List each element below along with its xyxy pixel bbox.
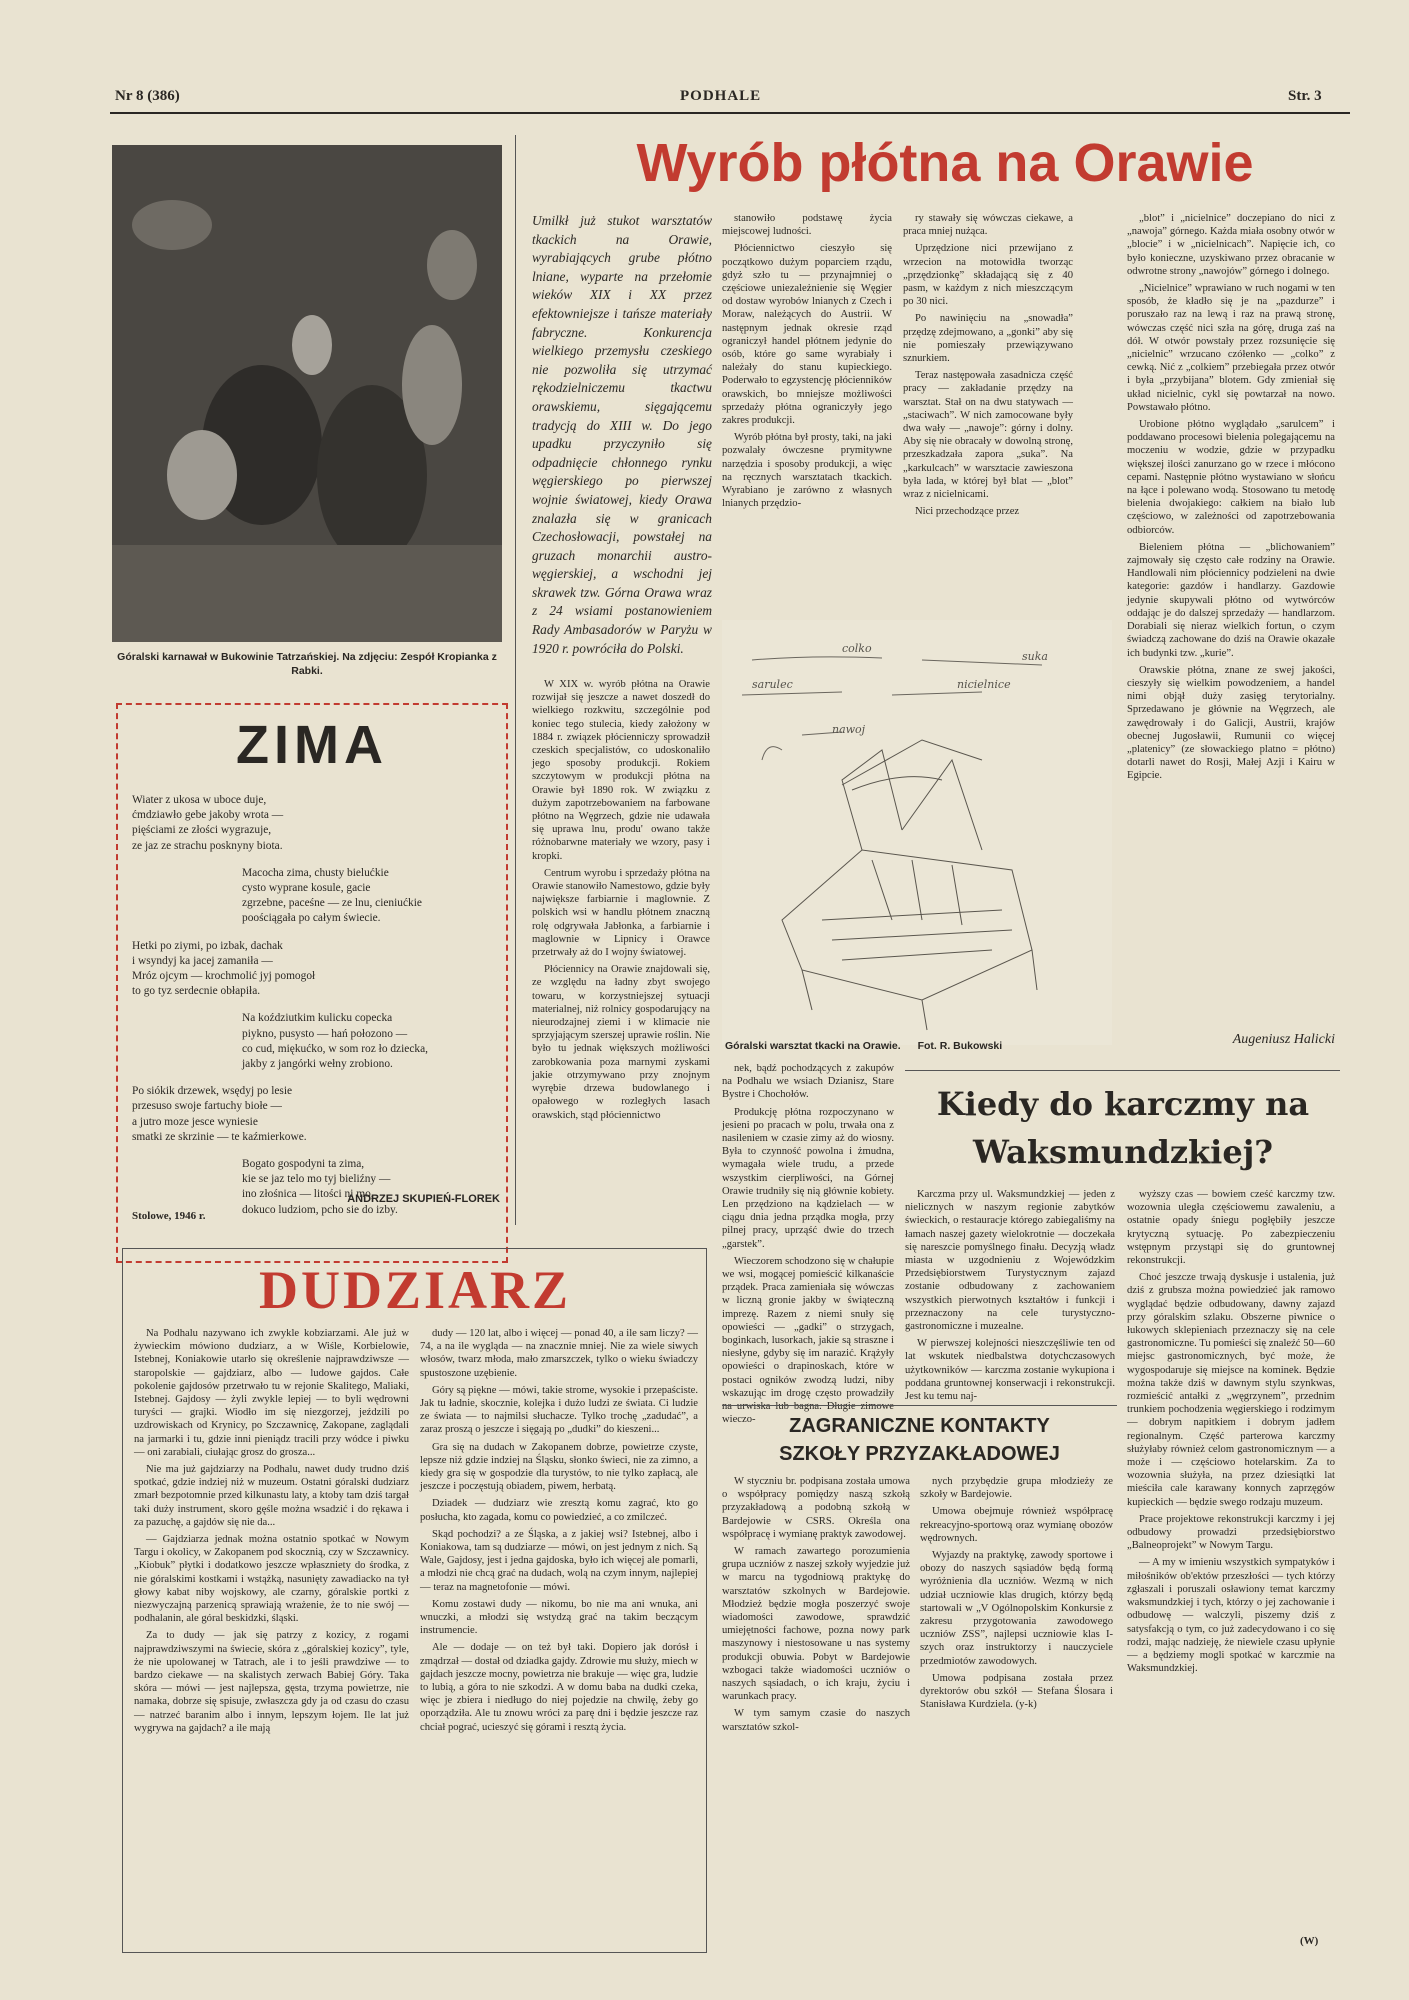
- poem-stanza: [132, 793, 502, 854]
- poem-line: Macocha zima, chusty bielućkie: [242, 866, 389, 879]
- dudziarz-title: DUDZIARZ: [258, 1260, 572, 1320]
- sketch-caption: Góralski warsztat tkacki na Orawie. Fot. R. Bukowski: [725, 1040, 1003, 1052]
- karczma-col-2: wyższy czas — bowiem cześć karczmy tzw. wozownia uległa częściowemu zawaleniu, a ostatnie opady śniegu pogłębiły jeszcze krytyczną sytuację. Po zabezpieczeniu wstępnym przystąpi się do gruntownej rekonstrukcji. Choć jeszcze trwają dyskusje i ustalenia, już dziś z grubsza można powiedzieć jak ramowo wyglądać będzie odbudowany, dawny zajazd przy góralskim szlaku. Obszerne piwnice o łukowych sklepieniach przeznaczy się na cele gastronomiczne. Tu pomieści się znaleźć 50—60 miejsc gastronomicznych, być może, że wygospodaruje się miejsce na kominek. Będzie można także dziś w dawnym stylu szynkwas, rozmieścić antałki z „węgrzynem”, przednim trunkiem pochodzenia węgierskiego i rodzimym — dobrym napitkiem i dobrym jadłem regionalnym. Część parterowa karczmy służyłaby również celom gastronomicznym — a może i — częściowo hotelarskim. Za to wozownia służyła, na przez dziesiątki lat mieściła cale karawany konnych zaprzęgów kupieckich — będzie swego rodzaju muzeum. Prace projektowe rekonstrukcji karczmy i jej odbudowy prowadzi przedsiębiorstwo „Balneoprojekt” w Nowym Targu. — A my w imieniu wszystkich sympatyków i miłośników ob'ektów przeszłości — tych którzy zgłaszali i poruszali osławiony temat karczmy waksmundzkiej i tych, którzy o jej zachowanie i odbudowę — walczyli, piszemy dziś z satysfakcją o tym, co już zadecydowano i co się rodzi, mając nadzieję, że niewiele czasu upłynie — a będziemy mogli spotkać w karczmie na Waksmundzkiej.: [1127, 1189, 1335, 1675]
- page-number: Str. 3: [1288, 88, 1322, 104]
- poem-line: pięściami ze złości wygrazuje,: [132, 824, 272, 837]
- article-col-3: ry stawały się wówczas ciekawe, a praca mniej nużąca. Uprzędzione nici przewijano z wrzecion na motowidła tworząc „przędzionkę” składającą się z 40 pasm, w każdym z nich mieszczącym po 30 nici. Po nawinięciu na „snowadła” przędzę zdejmowano, a „gonki” aby się nie pomieszały przewiązywano sznurkiem. Teraz następowała zasadnicza część pracy — zakładanie przędzy na warsztat. Stał on na dwu statywach — „staciwach”. W nich zamocowane były dwa wały — „nawoje”: górny i dolny. Aby się nie obracały w dowolną stronę, przeszkadzała zapora „suka”. Na „karkulcach” w warsztacie zawieszona była lada, w której był blat — „blot” wraz z nicielnicami. Nici przechodzące przez: [903, 213, 1073, 518]
- article-continuation: nek, bądź pochodzących z zakupów na Podhalu we wsiach Dzianisz, Stare Bystre i Chochołów. Produkcję płótna rozpoczynano w jesieni po pracach w polu, trwała ona z nasileniem w czasie zimy aż do wiosny. Była to czynność powolna i żmudna, wymagała wiele trudu, a przede wszystkim cierpliwości, na Górnej Orawie trudniły się nią głównie kobiety. Len przędziono na kądzielach — w ciągu dnia jedna prządka mogła, przy pilnej pracy, uprząść dwie do trzech „garstek”. Wieczorem schodzono się w chałupie we wsi, mogącej pomieścić kilkanaście prządek. Praca zamieniała się wówczas w liczną gronie jakby w świąteczną imprezę. Razem z niemi snuły się opowieści — „gadki” o strzygach, boginkach, lusorkach, jakie są straszne i niesłyne, gdyby się im narazić. Krążyły opowieści o drapinoskach, które w postaci ogników zwodzą ludzi, niby wskazując im drogę często prowadziły na urwiska lub bagna. Długie zimowe wieczo-: [722, 1063, 894, 1426]
- poem-line: dokuco ludziom, pcho sie do izby.: [242, 1203, 398, 1216]
- poem-line: Na koździutkim kulicku copecka: [242, 1012, 393, 1025]
- poem-line: Wiater z ukosa w uboce duje,: [132, 794, 267, 806]
- loom-sketch: [722, 620, 1112, 1045]
- poem-title: ZIMA: [236, 715, 388, 775]
- poem-body: [132, 793, 502, 1230]
- poem-author: ANDRZEJ SKUPIEŃ-FLOREK: [347, 1193, 500, 1205]
- poem-line: zgrzebne, paceśne — ze lnu, cieniućkie: [242, 897, 422, 910]
- poem-line: to go tyz serdecnie obłapiła.: [132, 985, 261, 998]
- article-col-2: stanowiło podstawę życia miejscowej ludności. Płóciennictwo cieszyło się początkowo dużym poparciem rządu, gdyż szło tu — przynajmniej o częściowe uniezależnienie się Węgier od dostaw wyrobów lnianych z Czech i Moraw, należących do Austrii. W następnym jednak okresie rząd ograniczył handel płótnem jedynie do osób, które go same wyrabiały i należały do stanu kupieckiego. Poderwało to egzystencję płócienników orawskich, bo mniejsze możliwości sprzedaży płótna ograniczyły jego zakres produkcji. Wyrób płótna był prosty, taki, na jaki pozwalały ówczesne prymitywne narzędzia i sposoby produkcji, a więc na ręcznych warsztatach tkackich. Wyrabiano je zarówno z własnych lnianych przędzio-: [722, 213, 892, 510]
- article-col-1: W XIX w. wyrób płótna na Orawie rozwijał się jeszcze a nawet doszedł do wielkiego rozkwitu, szczególnie pod koniec tego stulecia, kiedy założony w 1884 r. związek płócienniczy sprowadził czeskich specjalistów, co udoskonaliło jego sposoby produkcji. Rokiem szczytowym w produkcji płótna na Orawie był 1890 rok. W związku z dużym zapotrzebowaniem na farbowane płótno na Węgrzech, gdzie nie udawała się uprawa lnu, produ' owano także różnobarwne materiały we wzory, pasy i kropki. Centrum wyrobu i sprzedaży płótna na Orawie stanowiło Namestowo, gdzie były największe farbiarnie i maglownie. Z polskich wsi w handlu płótnem znaczną rolę odgrywała Jabłonka, a farbiarnie i maglownie w Lipnicy i Orawce przetrwały aż do I wojny światowej. Płóciennicy na Orawie znajdowali się, ze względu na ładny zbyt swojego towaru, w korzystniejszej sytuacji materialnej, niż rolnicy gospodarujący na nieurodzajnej ziemi i w klimacie nie sprzyjającym szerszej uprawie roślin. Nie było tu jednak większych możliwości zarobkowania poza marnymi zyskami jakie otrzymywano przy znojnym wyrębie drzewa budowlanego i opałowego w rozległych lasach orawskich, stąd płóciennictwo: [532, 679, 710, 1121]
- poem-line: ino złośnica — litości ni mo,: [242, 1188, 374, 1201]
- article-title: Wyrób płótna na Orawie: [636, 133, 1254, 193]
- sketch-note: colko: [842, 642, 872, 655]
- poem-line: cysto wyprane kosule, gacie: [242, 882, 371, 895]
- carnival-photo: [112, 145, 502, 642]
- article-col-4: „blot” i „nicielnice” doczepiano do nici z „nawoja” górnego. Każda miała osobny otwór w „blocie” i w „nicielnicach”. Napięcie ich, co było konieczne, uzyskiwano przez obracanie w odwrotne strony „nawojów” górnego i dolnego. „Nicielnice” wprawiano w ruch nogami w ten sposób, że kładło się je na „pazdurze” i poruszało raz na lewą i raz na prawą stronę, wówczas część nici szła na górę, druga zaś na dół. W otwór powstały przez rozsunięcie się „nicielnic” wrzucano czółenko — „colko” z cewką. Nić z „colkiem” przebiegała przez otwór i była „przybijana” blotem. Gdy zmieniał się układ nicielnic, cykl się powtarzał na nowo. Powstawało płótno. Urobione płótno wyglądało „sarulcem” i poddawano procesowi bielenia polegającemu na moczeniu w wodzie, gdzie w przypadku większej ilości zanurzano go w rzece i młócono cepami. Następnie płótno wystawiano w słońcu na łące i polewano wodą. Stosowano tu metodę bielenia dwojakiego: całkiem na biało lub częściowo, w zależności od zapotrzebowania odbiorców. Bieleniem płótna — „blichowaniem” zajmowały się często całe rodziny na Orawie. Handlowali nim płóciennicy podzieleni na dwie kategorie: gazdów i handlarzy. Gazdowie jedynie skupywali płótno od wytwórców oddając je do dalszej sprzedaży — handlarzom. Dorabiali się nieraz wielkich fortun, o czym świadczą zachowane do dziś na Orawie okazałe ich budynki tzw. „kurie”. Orawskie płótna, znane ze swej jakości, cieszyły się wielkim powodzeniem, a handel nimi objął duży zasięg terytorialny. Sprzedawano je głównie na Węgrzech, ale zawędrowały i do Galicji, Austrii, krajów obecnej Jugosławii, Rumunii co więcej „platenicy” (ze słowackiego platno = płótno) dotarli nawet do Rosji, Małej Azji i Kairu w Egipcie.: [1127, 213, 1335, 782]
- poem-line: Po siókik drzewek, wsędyj po lesie: [132, 1085, 293, 1098]
- poem-line: jakby z jangórki wełny zrobiono.: [242, 1058, 393, 1071]
- poem-line: Mróz ojcym — krochmolić jyj pomogoł: [132, 970, 316, 983]
- dudziarz-col-1: Na Podhalu nazywano ich zwykle kobziarzami. Ale już w żywieckim mówiono dudziarz, a w Wiśle, Korbielowie, Istebnej, Koniakowie utarło się określenie najprawdziwsze — staropolskie — gajdziarz, albo — ludowe gajdos. Całe pokolenie gajdosów przetrwało tu w rejonie Skalitego, Maliaki, Istebnej. Gajdosy — żyli zwykle lepiej — to byli wędrowni turyści — grajki. Wiodło im się niezgorzej, jeździli po uzdrowiskach od Krynicy, po Szczawnicę, Zakopane, zaglądali na jarmarki i tu, gdzie inni pieniądz tracili przy wódce i piwku — oni zarabiali, ciułając grosz do grosza... Nie ma już gajdziarzy na Podhalu, nawet dudy trudno dziś spotkać, gdzie indziej niż w muzeum. Ostatni góralski dudziarz zmarł bezpotomnie przed kilkunastu laty, a ktoby tam dziś targał taki duży instrument, skoro gęśle można wsadzić i do rękawa i za pazuchę, a gajdów się nie da... — Gajdziarza jednak można ostatnio spotkać w Nowym Targu i okolicy, w Zakopanem pod skocznią, czy w Szczawnicy. „Kiobuk” płytki i dodatkowo jeszcze wpłaszniety do środka, z nie góralskimi kostkami i wstążką, nasunięty zawadiacko na tył głowy kabat niby wojskowy, ale czarny, góralskie portki z niezwyczajną parzenicą sprawiają wrażenie, że to nie swój — podhalanin, ale góral beskidzki, śląski. Za to dudy — jak się patrzy z kozicy, z rogami najprawdziwszymi na świecie, skóra z „góralskiej kozicy”, tyle, że nie upolowanej w Tatrach, ale i to jeśli prawdziwe — to bardzo ciekawe — na skalistych zerwach Babiej Góry. Taka skóra — mówi — jest najlepsza, gęsta, trzyma powietrze, nie namaka, dobrze się spisuje, zwłaszcza gdy ja od czasu do czasu — natrzeć baranim albo i innym, lepszym łojem. Ile lat już wygrywa na gajdach? a ile mają: [134, 1328, 409, 1734]
- kontakty-rule: [722, 1405, 1117, 1406]
- kontakty-col-1: W styczniu br. podpisana została umowa o współpracy pomiędzy naszą szkołą przyzakładową a podobną szkołą w Bardejowie w CSRS. Określa ona współpracę i wymianę praktyk zawodowej. W ramach zawartego porozumienia grupa uczniów z naszej szkoły wyjedzie już w marcu na tygodniową praktykę do warsztatów szkolnych w Bardejowie. Młodzież będzie mogła poszerzyć swoje wiadomości zawodowe, sprawdzić umiejętności fachowe, pozna nowy park maszynowy i niestosowane u nas systemy produkcji obuwia. Pobyt w Bardejowie wzbogaci także wiadomości uczniów o naszych sąsiadach, o ich kraju, życiu i warunkach pracy. W tym samym czasie do naszych warsztatów szkol-: [722, 1476, 910, 1733]
- karczma-col-1: Karczma przy ul. Waksmundzkiej — jeden z nielicznych w naszym regionie zabytków świeckich, o restauracje którego zabiegaliśmy na łamach naszej gazety wielokrotnie — doczekała się nareszcie pomyślnego finału. Decyzją władz miasta w uzgodnieniu z Wojewódzkim Przedsiębiorstwem Turystycznym zajazd zostanie odbudowany z zachowaniem wszystkich pierwotnych kształtów i funkcji i przeznaczony na cele turystyczno-gastronomiczne i muzealne. W pierwszej kolejności nieszczęśliwie ten od lat wskutek niedbalstwa dotychczasowych użytkowników — karczma zostanie wykupiona i poddana gruntownej konserwacji i rekonstrukcji. Jest ku temu naj-: [905, 1189, 1115, 1403]
- header-rule: [110, 112, 1350, 114]
- poem-line: poościągała po całym świecie.: [242, 912, 381, 925]
- poem-line: smatki ze skrzinie — te kaźmierkowe.: [132, 1130, 307, 1143]
- poem-stanza: [132, 866, 502, 927]
- poem-line: ćmdziawło gebe jakoby wrota —: [132, 809, 284, 822]
- poem-line: kie se jaz telo mo tyj bieliźny —: [242, 1173, 391, 1186]
- sketch-note: sarulec: [752, 678, 793, 691]
- dudziarz-col-2: dudy — 120 lat, albo i więcej — ponad 40, a ile sam liczy? — 74, a na ile wygląda — na znacznie mniej. Nie za wiele siwych włosów, twarz młoda, mało zmarszczek, tylko o wieku świadczy spustoszone uzębienie. Góry są piękne — mówi, takie strome, wysokie i przepaściste. Jak tu ładnie, skocznie, kolejka i dużo ludzi ze świata. Ci ludzie ze świata — to najmilsi słuchacze. Tylko trochę „zadudać”, a zaraz proszą o jeszcze i sięgają po „dudki” do kieszeni... Gra się na dudach w Zakopanem dobrze, powietrze czyste, lepsze niż gdzie indziej na Śląsku, słonko świeci, nie za zimno, a kiedy gra się w gospodzie dla turystów, to nie tylko zapłacą, ale jeszcze i poczęstują obiadem, piwem, herbatą. Dziadek — dudziarz wie zresztą komu zagrać, kto go posłucha, kto zagada, komu co powiedzieć, a co zmilczeć. Skąd pochodzi? a ze Śląska, a z jakiej wsi? Istebnej, albo i Koniakowa, tam są dudziarze — mówi, on jest jednym z nich. Są Wale, Gajdosy, jest i jedna gajdoska, było ich więcej ale pomarli, a młodzi nie chcą grać na dudach, wolą na czym innym, najlepiej — teraz na magnetofonie — mówi. Komu zostawi dudy — nikomu, bo nie ma ani wnuka, ani wnuczki, a młodzi się wstydzą grać na takim beczącym instrumencie. Ale — dodaje — on też był taki. Dopiero jak dorósł i zmądrzał — dostał od dziadka gajdy. Zdrowie mu służy, miech w gajdach jeszcze mocny, powietrza nie brakuje — więc gra, ludzie to lubią, a góra to nie szkodzi. A w domu baba na dudki czeka, więc je zbiera i niedługo do niej pojedzie na chwilę, żeby go oporządziła. Ale tu znowu wróci za parę dni i będzie jeszcze raz chciał pograć, ucieszyć się górami i resztą życia.: [420, 1328, 698, 1733]
- article-author: Augeniusz Halicki: [1232, 1032, 1335, 1047]
- poem-line: przesuso swoje fartuchy biołe —: [132, 1100, 282, 1113]
- kontakty-col-2: nych przybędzie grupa młodzieży ze szkoły w Bardejowie. Umowa obejmuje również współpracę rekreacyjno-sportową oraz wymianę obozów wędrownych. Wyjazdy na praktykę, zawody sportowe i obozy do naszych sąsiadów będą formą wyróżnienia dla uczniów. Wezmą w nich udział uczniowie klas drugich, którzy będą startowali w „V Ogólnopolskim Konkursie z zakresu przygotowania zawodowego uczniów ZSS”, najlepsi uczniowie klas I-szych oraz instruktorzy i nauczyciele przedmiotów zawodowych. Umowa podpisana została przez dyrektorów obu szkół — Stefana Ślosara i Stanisława Kurdziela. (y-k): [920, 1476, 1113, 1711]
- karczma-rule: [905, 1070, 1340, 1071]
- column-divider: [515, 135, 516, 1225]
- article-lead: Umilkł już stukot warsztatów tkackich na Orawie, wyrabiających grube płótno lniane, wyparte na przełomie wieków XIX i XX przez efektowniejsze i tańsze materiały fabryczne. Konkurencja wielkiego przemysłu czeskiego nie pozwoliła się utrzymać rękodzielniczemu tkactwu orawskiemu, sięgającemu tradycją do XIII w. Do jego upadku przyczyniło się odpadnięcie chłonnego rynku węgierskiego po pierwszej wojnie światowej, kiedy Orawa znalazła się w granicach Czechosłowacji, powstałej na gruzach monarchii austro-węgierskiej, a wschodni jej skrawek tzw. Górna Orawa wraz z 24 wsiami postanowieniem Rady Ambasadorów w Paryżu w 1920 r. powróciła do Polski.: [532, 213, 712, 656]
- poem-place: Stolowe, 1946 r.: [132, 1210, 206, 1222]
- poem-line: i wsyndyj ka jacej zamaniła —: [132, 954, 273, 967]
- karczma-title: Kiedy do karczmy na Waksmundzkiej?: [936, 1085, 1310, 1171]
- poem-line: piykno, pusysto — hań połozono —: [242, 1027, 408, 1040]
- photo-caption: Góralski karnawał w Bukowinie Tatrzańskiej. Na zdjęciu: Zespół Kropianka z Rabki.: [117, 651, 497, 677]
- poem-stanza: [132, 939, 502, 1000]
- poem-line: a jutro moze jesce wyniesie: [132, 1115, 258, 1128]
- poem-line: ze jaz ze strachu posknyny biota.: [132, 839, 283, 852]
- poem-line: Hetki po ziymi, po izbak, dachak: [132, 939, 283, 952]
- newspaper-name: PODHALE: [680, 88, 762, 104]
- poem-line: Bogato gospodyni ta zima,: [242, 1158, 365, 1171]
- poem-line: co cud, miękućko, w som roz ło dziecka,: [242, 1042, 428, 1055]
- kontakty-title: ZAGRANICZNE KONTAKTY SZKOŁY PRZYZAKŁADOWEJ: [779, 1415, 1060, 1465]
- poem-stanza: [132, 1157, 502, 1218]
- sketch-note: nawoj: [832, 723, 866, 736]
- karczma-signature: (W): [1300, 1935, 1319, 1947]
- poem-stanza: [132, 1084, 502, 1145]
- sketch-note: suka: [1022, 650, 1048, 663]
- sketch-note: nicielnice: [957, 678, 1011, 691]
- poem-stanza: [132, 1011, 502, 1072]
- issue-number: Nr 8 (386): [115, 88, 180, 104]
